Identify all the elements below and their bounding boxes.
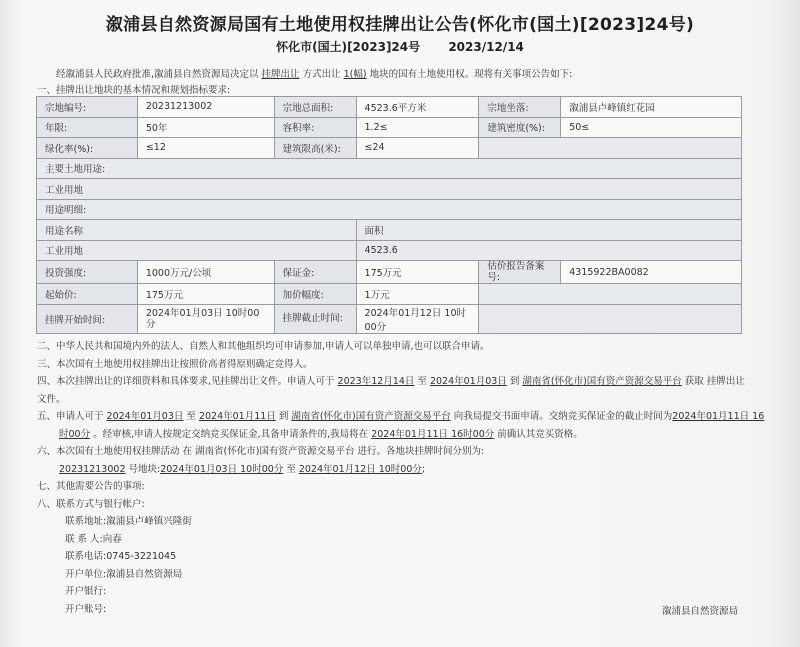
table-cell: 挂牌截止时间: xyxy=(274,304,356,333)
table-row xyxy=(37,261,742,284)
date: 2024年01月03日 xyxy=(106,411,184,422)
account-unit: 开户单位:溆浦县自然资源局 xyxy=(65,568,183,580)
table-cell: 20231213002 xyxy=(137,97,274,118)
section-3: 三、本次国有土地使用权挂牌出让按照价高者得原则确定竞得人。 xyxy=(37,358,313,370)
table-cell: 绿化率(%): xyxy=(37,138,138,159)
table-cell: 50≤ xyxy=(561,117,742,138)
table-cell: 宗地坐落: xyxy=(479,97,561,118)
table-cell xyxy=(479,304,742,333)
table-row xyxy=(37,179,742,200)
table-cell: 2024年01月12日 10时00分 xyxy=(356,304,479,333)
page-title: 溆浦县自然资源局国有土地使用权挂牌出让公告(怀化市(国土)[2023]24号) xyxy=(105,15,695,35)
parcel-count: 1(幅) xyxy=(343,69,367,80)
section-4-cont: 文件。 xyxy=(37,393,66,405)
table-cell: 起始价: xyxy=(37,284,138,305)
parcel-table xyxy=(36,96,742,334)
table-cell: ≤12 xyxy=(137,138,274,159)
text: 获取 挂牌出让 xyxy=(681,376,745,387)
text: 至 xyxy=(283,463,299,475)
table-cell xyxy=(479,138,742,159)
section-8: 八、联系方式与银行帐户: xyxy=(37,498,145,510)
text: 号地块: xyxy=(125,463,161,475)
table-row xyxy=(37,220,742,241)
text: 。经审核,申请人按规定交纳竞买保证金,具备申请条件的,我局将在 xyxy=(90,428,372,440)
date: 2024年01月03日 10时00分 xyxy=(160,463,284,475)
text: 到 xyxy=(506,376,523,387)
contact-person: 联 系 人:向春 xyxy=(65,533,122,545)
section-4 xyxy=(37,373,757,391)
intro-text-2: 方式出让 xyxy=(299,69,344,80)
table-row xyxy=(37,158,742,179)
table-cell: 4523.6平方米 xyxy=(356,97,479,118)
platform-name: 湖南省(怀化市)国有资产资源交易平台 xyxy=(291,411,451,422)
table-cell: 年限: xyxy=(37,117,138,138)
date: 时00分 xyxy=(59,428,91,440)
text: ; xyxy=(421,463,426,475)
text: 至 xyxy=(414,376,430,387)
table-row xyxy=(37,117,742,138)
subtitle xyxy=(0,38,800,55)
text: 四、本次挂牌出让的详细资料和具体要求,见挂牌出让文件。申请人可于 xyxy=(37,376,338,387)
table-cell: 挂牌开始时间: xyxy=(37,304,138,333)
table-cell: 175万元 xyxy=(137,284,274,305)
date: 2023年12月14日 xyxy=(337,376,415,387)
table-cell: 建筑密度(%): xyxy=(479,117,561,138)
text: 到 xyxy=(275,411,292,422)
text: 至 xyxy=(183,411,199,422)
table-cell: 保证金: xyxy=(274,261,356,284)
table-cell: 建筑限高(米): xyxy=(274,138,356,159)
contact-address: 联系地址:溆浦县卢峰镇兴隆街 xyxy=(65,516,192,527)
table-cell: 1.2≤ xyxy=(356,117,479,138)
section-5 xyxy=(37,408,765,426)
table-cell: 投资强度: xyxy=(37,261,138,284)
table-row xyxy=(37,304,742,333)
document-code: 怀化市(国土)[2023]24号 xyxy=(276,40,421,54)
table-cell: 宗地总面积: xyxy=(274,97,356,118)
transfer-method: 挂牌出让 xyxy=(261,69,300,80)
intro-text-1: 经溆浦县人民政府批准,溆浦县自然资源局决定以 xyxy=(56,69,262,80)
date: 2024年01月11日 xyxy=(198,411,276,422)
table-cell: 1000万元/公顷 xyxy=(137,261,274,284)
table-cell: 估价报告备案号: xyxy=(479,261,561,284)
table-cell: ≤24 xyxy=(356,138,479,159)
platform-name: 湖南省(怀化市)国有资产资源交易平台 xyxy=(522,376,682,387)
table-cell xyxy=(479,284,742,305)
section-1-heading: 一、挂牌出让地块的基本情况和规划指标要求: xyxy=(37,85,231,96)
notice-body xyxy=(37,338,765,618)
table-cell: 2024年01月03日 10时00分 xyxy=(137,304,274,333)
table-cell: 工业用地 xyxy=(37,240,357,261)
table-cell: 工业用地 xyxy=(37,179,742,200)
document-date: 2023/12/14 xyxy=(448,40,524,54)
text: 向我局提交书面申请。交纳竞买保证金的截止时间为 xyxy=(450,411,673,422)
table-cell: 面积 xyxy=(356,220,741,241)
account-number: 开户账号: xyxy=(65,603,107,615)
text: 五、申请人可于 xyxy=(37,411,107,422)
intro-paragraph xyxy=(56,66,572,80)
parcel-code: 20231213002 xyxy=(59,463,126,475)
intro-text-3: 地块的国有土地使用权。现将有关事项公告如下: xyxy=(366,69,573,80)
section-6: 六、本次国有土地使用权挂牌活动 在 湖南省(怀化市)国有资产资源交易平台 进行。各地块挂牌时间分别为: xyxy=(37,446,485,457)
contact-phone: 联系电话:0745-3221045 xyxy=(65,551,177,562)
date: 2024年01月12日 10时00分 xyxy=(298,463,422,475)
account-bank: 开户银行: xyxy=(65,586,107,597)
section-2: 二、中华人民共和国境内外的法人、自然人和其他组织均可申请参加,申请人可以单独申请,也可以联合申请。 xyxy=(37,341,490,352)
table-row xyxy=(37,138,742,159)
table-cell: 容积率: xyxy=(274,117,356,138)
section-5-cont xyxy=(37,426,757,444)
table-cell: 1万元 xyxy=(356,284,479,305)
table-cell: 用途明细: xyxy=(37,199,742,220)
table-cell: 4315922BA0082 xyxy=(561,261,742,284)
table-cell: 主要土地用途: xyxy=(37,158,742,179)
table-row xyxy=(37,199,742,220)
date: 2024年01月03日 xyxy=(429,376,507,387)
table-row xyxy=(37,240,742,261)
section-7: 七、其他需要公告的事项: xyxy=(37,481,145,492)
table-cell: 175万元 xyxy=(356,261,479,284)
date: 2024年01月11日 16 xyxy=(672,411,765,422)
section-6-cont xyxy=(37,461,757,479)
table-cell: 50年 xyxy=(137,117,274,138)
text: 前确认其竞买资格。 xyxy=(494,428,583,440)
issuer-signature: 溆浦县自然资源局 xyxy=(662,606,739,617)
table-cell: 用途名称 xyxy=(37,220,357,241)
date: 2024年01月11日 16时00分 xyxy=(371,428,495,440)
table-cell: 溆浦县卢峰镇红花园 xyxy=(561,97,742,118)
table-cell: 加价幅度: xyxy=(274,284,356,305)
table-cell: 4523.6 xyxy=(356,240,741,261)
table-row xyxy=(37,97,742,118)
table-cell: 宗地编号: xyxy=(37,97,138,118)
table-row xyxy=(37,284,742,305)
